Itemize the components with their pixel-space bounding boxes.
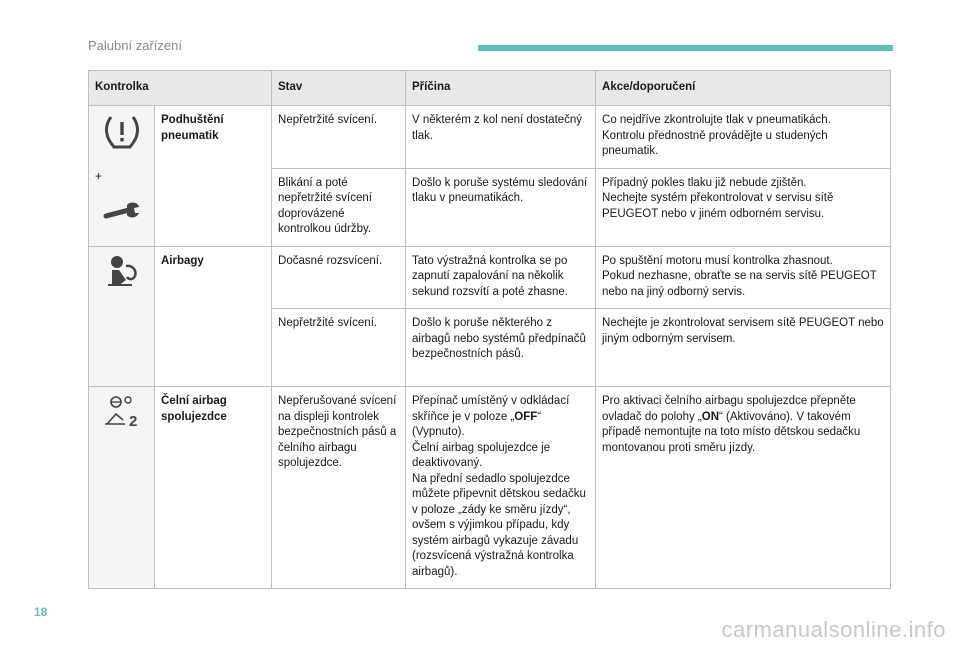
page-number: 18 — [34, 605, 48, 619]
warning-lights-table — [88, 70, 891, 589]
passenger-airbag-name: Čelní airbag spolujezdce — [155, 387, 272, 589]
airbags-akce-1: Po spuštění motoru musí kontrolka zhasnout. Pokud nezhasne, obraťte se na servis sítě PEUGEOT nebo na jiný odborný servis. — [596, 246, 891, 309]
akce-text: “ (Aktivováno). V takovém případě nemontujte na toto místo dětskou sedačku montovanou proti směru jízdy. — [602, 410, 861, 454]
on-keyword: ON — [701, 410, 719, 423]
table-row — [89, 106, 891, 169]
passenger-akce — [596, 387, 891, 589]
passenger-stav: Nepřerušované svícení na displeji kontrolek bezpečnostních pásů a čelního airbagu spolujezdce. — [272, 387, 406, 589]
airbags-pricina-2: Došlo k poruše některého z airbagů nebo systémů předpínačů bezpečnostních pásů. — [406, 309, 596, 387]
tire-pressure-warning-icon — [102, 113, 142, 149]
passenger-pricina — [406, 387, 596, 589]
airbags-stav-1: Dočasné rozsvícení. — [272, 246, 406, 309]
wrench-service-icon — [102, 201, 142, 223]
tpms-pricina-1: V některém z kol není dostatečný tlak. — [406, 106, 596, 169]
tpms-stav-1: Nepřetržité svícení. — [272, 106, 406, 169]
tpms-akce-2: Případný pokles tlaku již nebude zjištěn. Nechejte systém překontrolovat v servisu sítě PEUGEOT nebo v jiném odborném servisu. — [596, 168, 891, 246]
plus-sign: + — [95, 169, 103, 183]
pricina-text: “ (Vypnuto). Čelní airbag spolujezdce je deaktivovaný. Na přední sedadlo spolujezdce můžete připevnit dětskou sedačku v poloze „zády ke směru jízdy“, ovšem s výjimkou případu, kdy systém airbagů vykazuje závadu (rozsvícená výstražná kontrolka airbagů). — [412, 410, 586, 578]
watermark: carmanualsonline.info — [721, 617, 946, 642]
passenger-airbag-icon-cell — [89, 387, 155, 589]
tpms-icon-cell — [89, 106, 155, 247]
tpms-akce-1: Co nejdříve zkontrolujte tlak v pneumatikách. Kontrolu přednostně provádějte u studených pneumatik. — [596, 106, 891, 169]
airbags-stav-2: Nepřetržité svícení. — [272, 309, 406, 387]
col-header-stav: Stav — [272, 71, 406, 106]
airbag-warning-icon — [102, 254, 142, 288]
tpms-stav-2: Blikání a poté nepřetržité svícení doprovázené kontrolkou údržby. — [272, 168, 406, 246]
pricina-text: Přepínač umístěný v odkládací skříňce je v poloze „ — [412, 395, 570, 423]
airbags-name: Airbagy — [155, 246, 272, 387]
table-row — [89, 246, 891, 309]
airbags-akce-2: Nechejte je zkontrolovat servisem sítě PEUGEOT nebo jiným odborným servisem. — [596, 309, 891, 387]
col-header-pricina: Příčina — [406, 71, 596, 106]
table-row — [89, 387, 891, 589]
col-header-akce: Akce/doporučení — [596, 71, 891, 106]
tpms-pricina-2: Došlo k poruše systému sledování tlaku v pneumatikách. — [406, 168, 596, 246]
svg-text:2: 2 — [128, 413, 137, 428]
passenger-airbag-off-icon — [102, 394, 142, 428]
airbag-icon-cell — [89, 246, 155, 387]
table-header-row — [89, 71, 891, 106]
airbags-pricina-1: Tato výstražná kontrolka se po zapnutí zapalování na několik sekund rozsvítí a poté zhasne. — [406, 246, 596, 309]
off-keyword: OFF — [514, 410, 538, 423]
col-header-kontrolka: Kontrolka — [89, 71, 272, 106]
akce-text: Pro aktivaci čelního airbagu spolujezdce přepněte ovladač do polohy „ — [602, 395, 856, 423]
accent-bar — [478, 45, 893, 51]
tpms-name: Podhuštění pneumatik — [155, 106, 272, 247]
section-title: Palubní zařízení — [88, 38, 182, 53]
